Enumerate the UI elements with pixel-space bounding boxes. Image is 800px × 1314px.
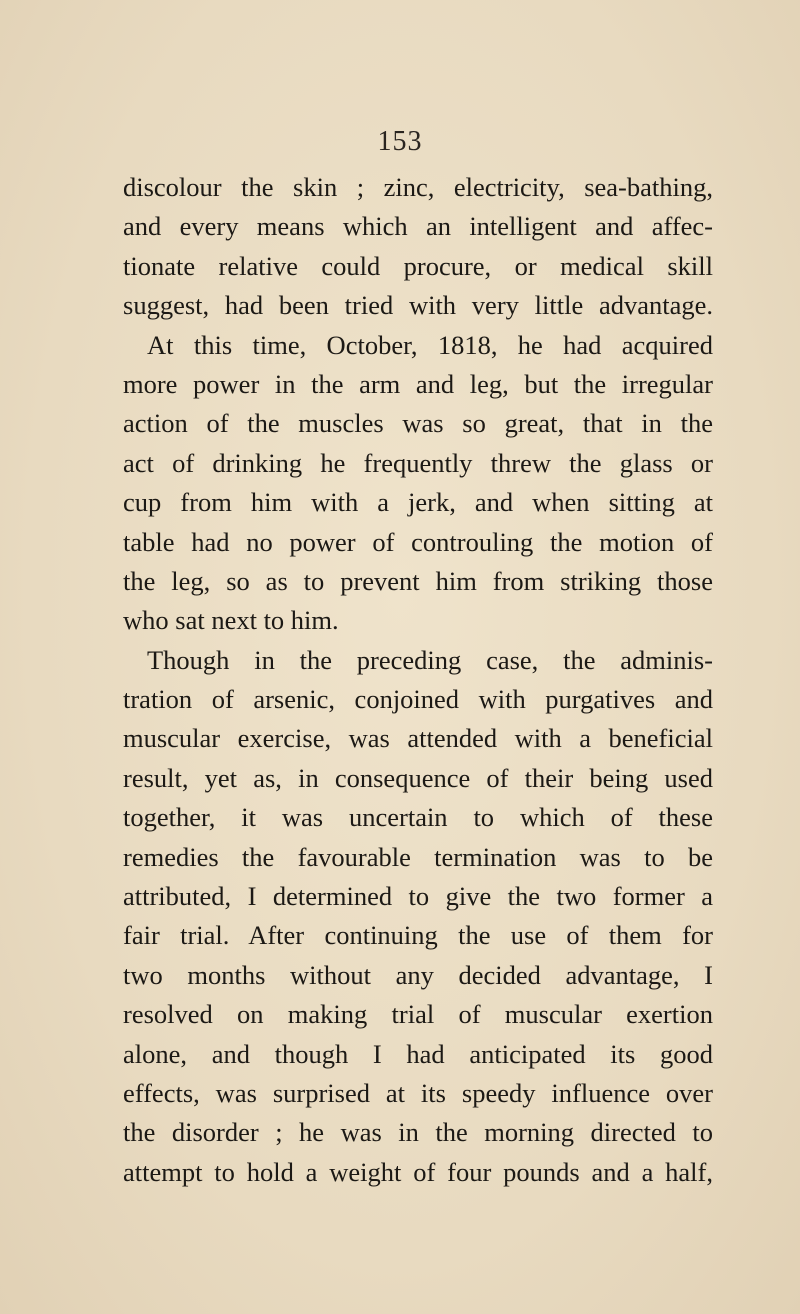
text-line: more power in the arm and leg, but the irregular <box>123 368 713 399</box>
text-line: discolour the skin ; zinc, electricity, sea-bathing, <box>123 172 713 202</box>
text-line: result, yet as, in consequence of their being used <box>123 762 713 793</box>
text-line-paragraph-end: who sat next to him. <box>123 605 339 636</box>
text-line: fair trial. After continuing the use of them for <box>123 920 713 951</box>
text-line: the disorder ; he was in the morning directed to <box>123 1117 713 1148</box>
text-line: cup from him with a jerk, and when sitting at <box>123 487 713 518</box>
text-line: attempt to hold a weight of four pounds and a half, <box>123 1156 713 1187</box>
text-line: tration of arsenic, conjoined with purgatives and <box>123 684 713 715</box>
text-line: together, it was uncertain to which of these <box>123 802 713 833</box>
text-line: table had no power of controuling the motion of <box>123 526 713 557</box>
text-line: alone, and though I had anticipated its good <box>123 1038 713 1069</box>
body-text <box>123 168 713 1192</box>
text-line: muscular exercise, was attended with a beneficial <box>123 723 713 754</box>
page-number: 153 <box>377 126 423 157</box>
text-line: act of drinking he frequently threw the glass or <box>123 447 713 478</box>
text-line: attributed, I determined to give the two former a <box>123 881 713 912</box>
text-line: two months without any decided advantage, I <box>123 959 713 990</box>
text-line: action of the muscles was so great, that in the <box>123 408 713 439</box>
text-line-paragraph-start: Though in the preceding case, the adminis- <box>147 644 713 675</box>
text-line: and every means which an intelligent and affec- <box>123 211 713 242</box>
text-line: resolved on making trial of muscular exertion <box>123 999 713 1030</box>
text-line-paragraph-start: At this time, October, 1818, he had acquired <box>147 329 713 360</box>
text-line: the leg, so as to prevent him from striking those <box>123 565 713 596</box>
text-line: effects, was surprised at its speedy influence over <box>123 1077 713 1108</box>
text-line: tionate relative could procure, or medical skill <box>123 250 713 281</box>
text-line: suggest, had been tried with very little advantage. <box>123 290 713 321</box>
text-line: remedies the favourable termination was to be <box>123 841 713 872</box>
